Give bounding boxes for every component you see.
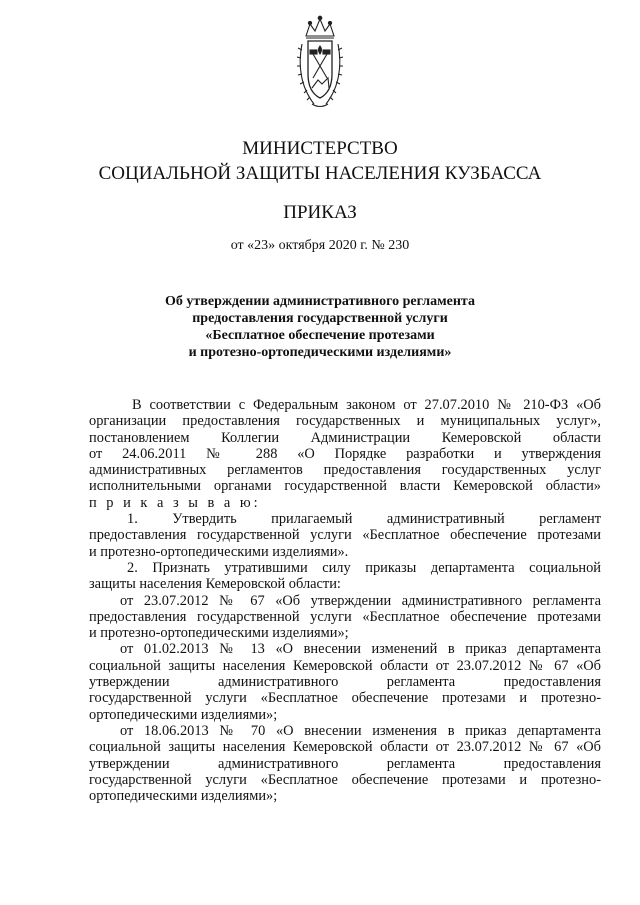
body-line: от 23.07.2012 № 67 «Об утверждении административного регламента: [120, 592, 601, 609]
body-line: и протезно-ортопедическими изделиями»;: [89, 625, 349, 642]
coat-of-arms-icon: [296, 14, 344, 112]
body-line: предоставления государственной услуги «Бесплатное обеспечение протезами: [89, 527, 601, 544]
body-line: организации предоставления государственных и муниципальных услуг»,: [89, 413, 601, 430]
body-line: от 24.06.2011 № 288 «О Порядке разработки и утверждения: [89, 445, 601, 462]
subject-line: «Бесплатное обеспечение протезами: [205, 328, 435, 343]
body-line: ортопедическими изделиями»;: [89, 788, 278, 805]
subject-line: предоставления государственной услуги: [192, 311, 448, 326]
body-line: административных регламентов предоставления государственных услуг: [89, 462, 601, 479]
body-line: 2. Признать утратившими силу приказы департамента социальной: [127, 559, 601, 576]
body-line: социальной защиты населения Кемеровской области от 23.07.2012 № 67 «Об: [89, 739, 601, 756]
ministry-line-2: СОЦИАЛЬНОЙ ЗАЩИТЫ НАСЕЛЕНИЯ КУЗБАССА: [98, 163, 542, 184]
body-line: предоставления государственной услуги «Бесплатное обеспечение протезами: [89, 608, 601, 625]
body-line: 1. Утвердить прилагаемый административный регламент: [127, 511, 601, 528]
document-subject: [0, 293, 640, 361]
body-line: постановлением Коллегии Администрации Кемеровской области: [89, 429, 601, 446]
body-line: исполнительными органами государственной власти Кемеровской области»: [89, 478, 601, 495]
body-line: от 18.06.2013 № 70 «О внесении изменения в приказ департамента: [120, 722, 601, 739]
body-line: защиты населения Кемеровской области:: [89, 576, 341, 593]
ministry-name: [0, 136, 640, 186]
body-line: государственной услуги «Бесплатное обеспечение протезами и протезно-: [89, 690, 601, 707]
body-line: от 01.02.2013 № 13 «О внесении изменений в приказ департамента: [120, 641, 601, 658]
document-type: ПРИКАЗ: [283, 202, 357, 223]
body-line: утверждении административного регламента предоставления: [89, 674, 601, 691]
body-line: и протезно-ортопедическими изделиями».: [89, 543, 349, 560]
subject-line: и протезно-ортопедическими изделиями»: [188, 345, 452, 360]
ministry-line-1: МИНИСТЕРСТВО: [242, 138, 398, 159]
body-line: В соответствии с Федеральным законом от 27.07.2010 № 210-ФЗ «Об: [132, 397, 601, 413]
body-line: социальной защиты населения Кемеровской области от 23.07.2012 № 67 «Об: [89, 657, 601, 674]
document-body: [89, 397, 601, 804]
document-date-number: от «23» октября 2020 г. № 230: [230, 238, 410, 253]
body-line: утверждении административного регламента предоставления: [89, 755, 601, 772]
body-line: государственной услуги «Бесплатное обеспечение протезами и протезно-: [89, 771, 601, 788]
body-line: ортопедическими изделиями»;: [89, 706, 278, 723]
subject-line: Об утверждении административного регламента: [165, 294, 475, 309]
body-line-order-verb: п р и к а з ы в а ю:: [89, 494, 261, 511]
